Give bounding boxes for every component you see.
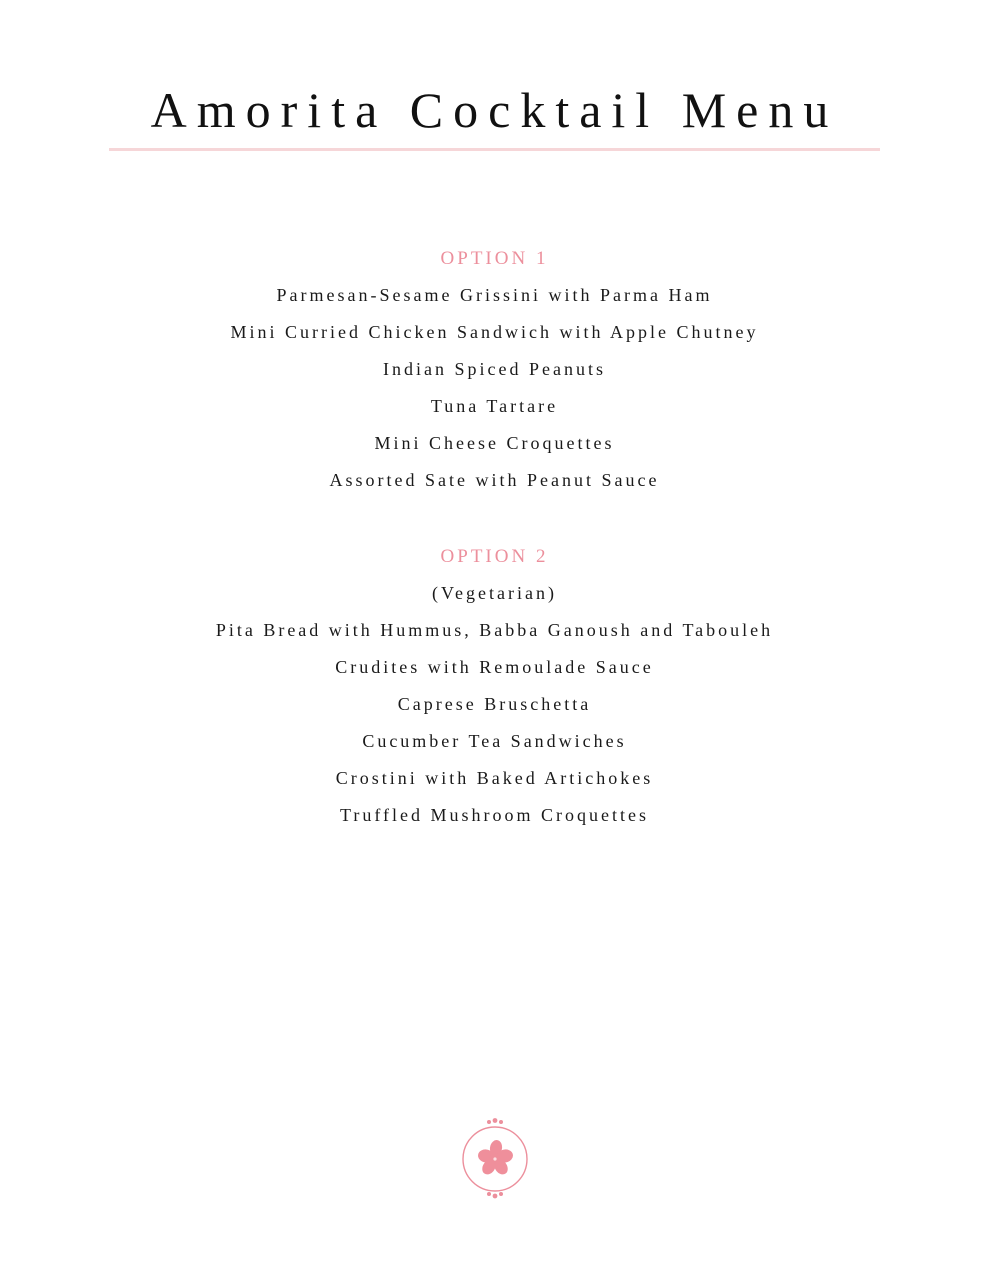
- menu-item: Mini Curried Chicken Sandwich with Apple Chutney: [230, 322, 759, 342]
- menu-section-option-2: [0, 538, 989, 834]
- section-heading: OPTION 2: [440, 546, 549, 567]
- menu-item: Indian Spiced Peanuts: [383, 359, 606, 379]
- menu-item: Crudites with Remoulade Sauce: [335, 657, 654, 677]
- menu-item: Parmesan-Sesame Grissini with Parma Ham: [276, 285, 713, 305]
- menu-item: Mini Cheese Croquettes: [374, 433, 615, 453]
- menu-item: Crostini with Baked Artichokes: [335, 768, 654, 788]
- flower-emblem-icon: [459, 1118, 531, 1200]
- menu-item: Cucumber Tea Sandwiches: [362, 731, 627, 751]
- menu-section-option-1: [0, 240, 989, 499]
- menu-item: Caprese Bruschetta: [397, 694, 592, 714]
- menu-item-note: (Vegetarian): [432, 583, 557, 603]
- menu-item: Tuna Tartare: [430, 396, 559, 416]
- section-heading: OPTION 1: [440, 248, 549, 269]
- title-divider: [109, 148, 880, 151]
- menu-title: Amorita Cocktail Menu: [150, 82, 839, 138]
- menu-item: Assorted Sate with Peanut Sauce: [329, 470, 660, 490]
- menu-item: Pita Bread with Hummus, Babba Ganoush and Tabouleh: [215, 620, 774, 640]
- menu-item: Truffled Mushroom Croquettes: [340, 805, 649, 825]
